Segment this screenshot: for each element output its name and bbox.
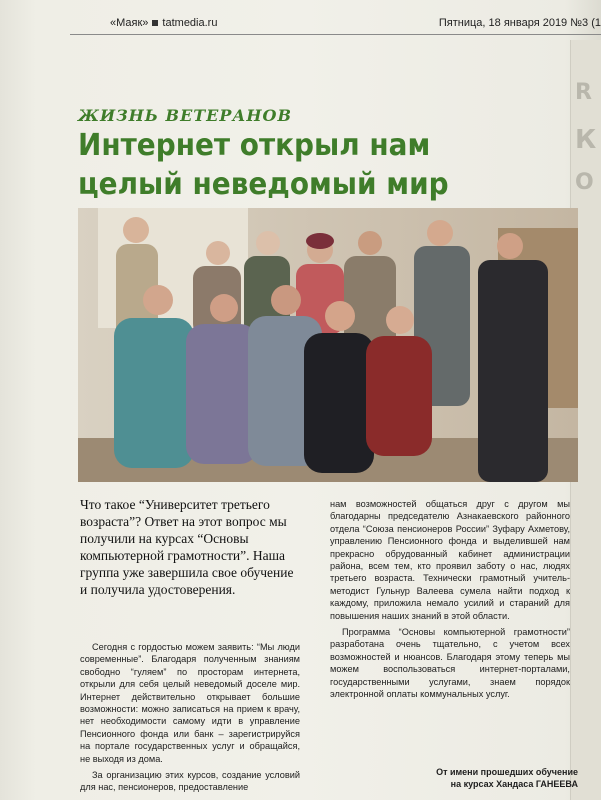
article-photo (78, 208, 578, 482)
body-paragraph: Сегодня с гордостью можем заявить: “Мы люди современные”. Благодаря полученным знаниям свободно “гуляем” по просторам интернета, открыли для себя целый неведомый доселе мир. Интернет действительно открывает большие возможности: можно записаться на прием к врачу, нет необходимости самому идти в управление Пенсионного фонда или банк – зарегистрируйся на портале государственных услуг и обращайся, не выходя из дома. (80, 642, 300, 764)
article-column-1 (80, 641, 300, 798)
lead-paragraph: Что такое “Университет третьего возраста”? Ответ на этот вопрос мы получили на курсах “Основы компьютерной грамотности”. Наша группа уже завершила свое обучение и получила удостоверения. (80, 497, 294, 597)
body-paragraph: нам возможностей общаться друг с другом мы благодарны председателю Азнакаевского районного отдела “Союза пенсионеров России” Зуфару Ахметову, управлению Пенсионного фонда и выделившей нам прекрасно обрудованный кабинет администрации района, всем тем, кто проявил заботу о нас, людях третьего возраста. Технически грамотный учитель-методист Гульнур Валеева сумела найти подход к каждому, приложила немало усилий и стараний для повышения наших знаний в этой области. (330, 499, 570, 621)
article-column-2 (330, 498, 570, 705)
header-site-name: «Маяк» (110, 17, 149, 29)
square-bullet-icon (152, 20, 158, 26)
signature-author: на курсах Хандаса ГАНЕЕВА (450, 779, 578, 789)
header-site-url: tatmedia.ru (162, 17, 218, 29)
article-headline: Интернет открыл нам целый неведомый мир (78, 128, 449, 202)
header-date-issue: Пятница, 18 января 2019 №3 (1 (438, 17, 601, 29)
body-paragraph: Программа “Основы компьютерной грамотности” разработана очень тщательно, с учетом всех возможностей и нюансов. Благодаря этому теперь мы можем воспользоваться интернет-порталами, государственными услугами, знаем порядок электронной оплаты коммунальных услуг. (330, 627, 570, 700)
signature-line: От имени прошедших обучение (436, 767, 578, 777)
article-signature (388, 766, 578, 790)
group-photo-image (78, 208, 578, 482)
article-lead (80, 496, 302, 598)
page-header (70, 14, 601, 35)
adjacent-page-strip: R К О (570, 40, 601, 800)
header-site (110, 17, 217, 29)
rubric-label: ЖИЗНЬ ВЕТЕРАНОВ (78, 106, 292, 125)
body-paragraph: За организацию этих курсов, создание условий для нас, пенсионеров, предоставление (80, 770, 300, 793)
